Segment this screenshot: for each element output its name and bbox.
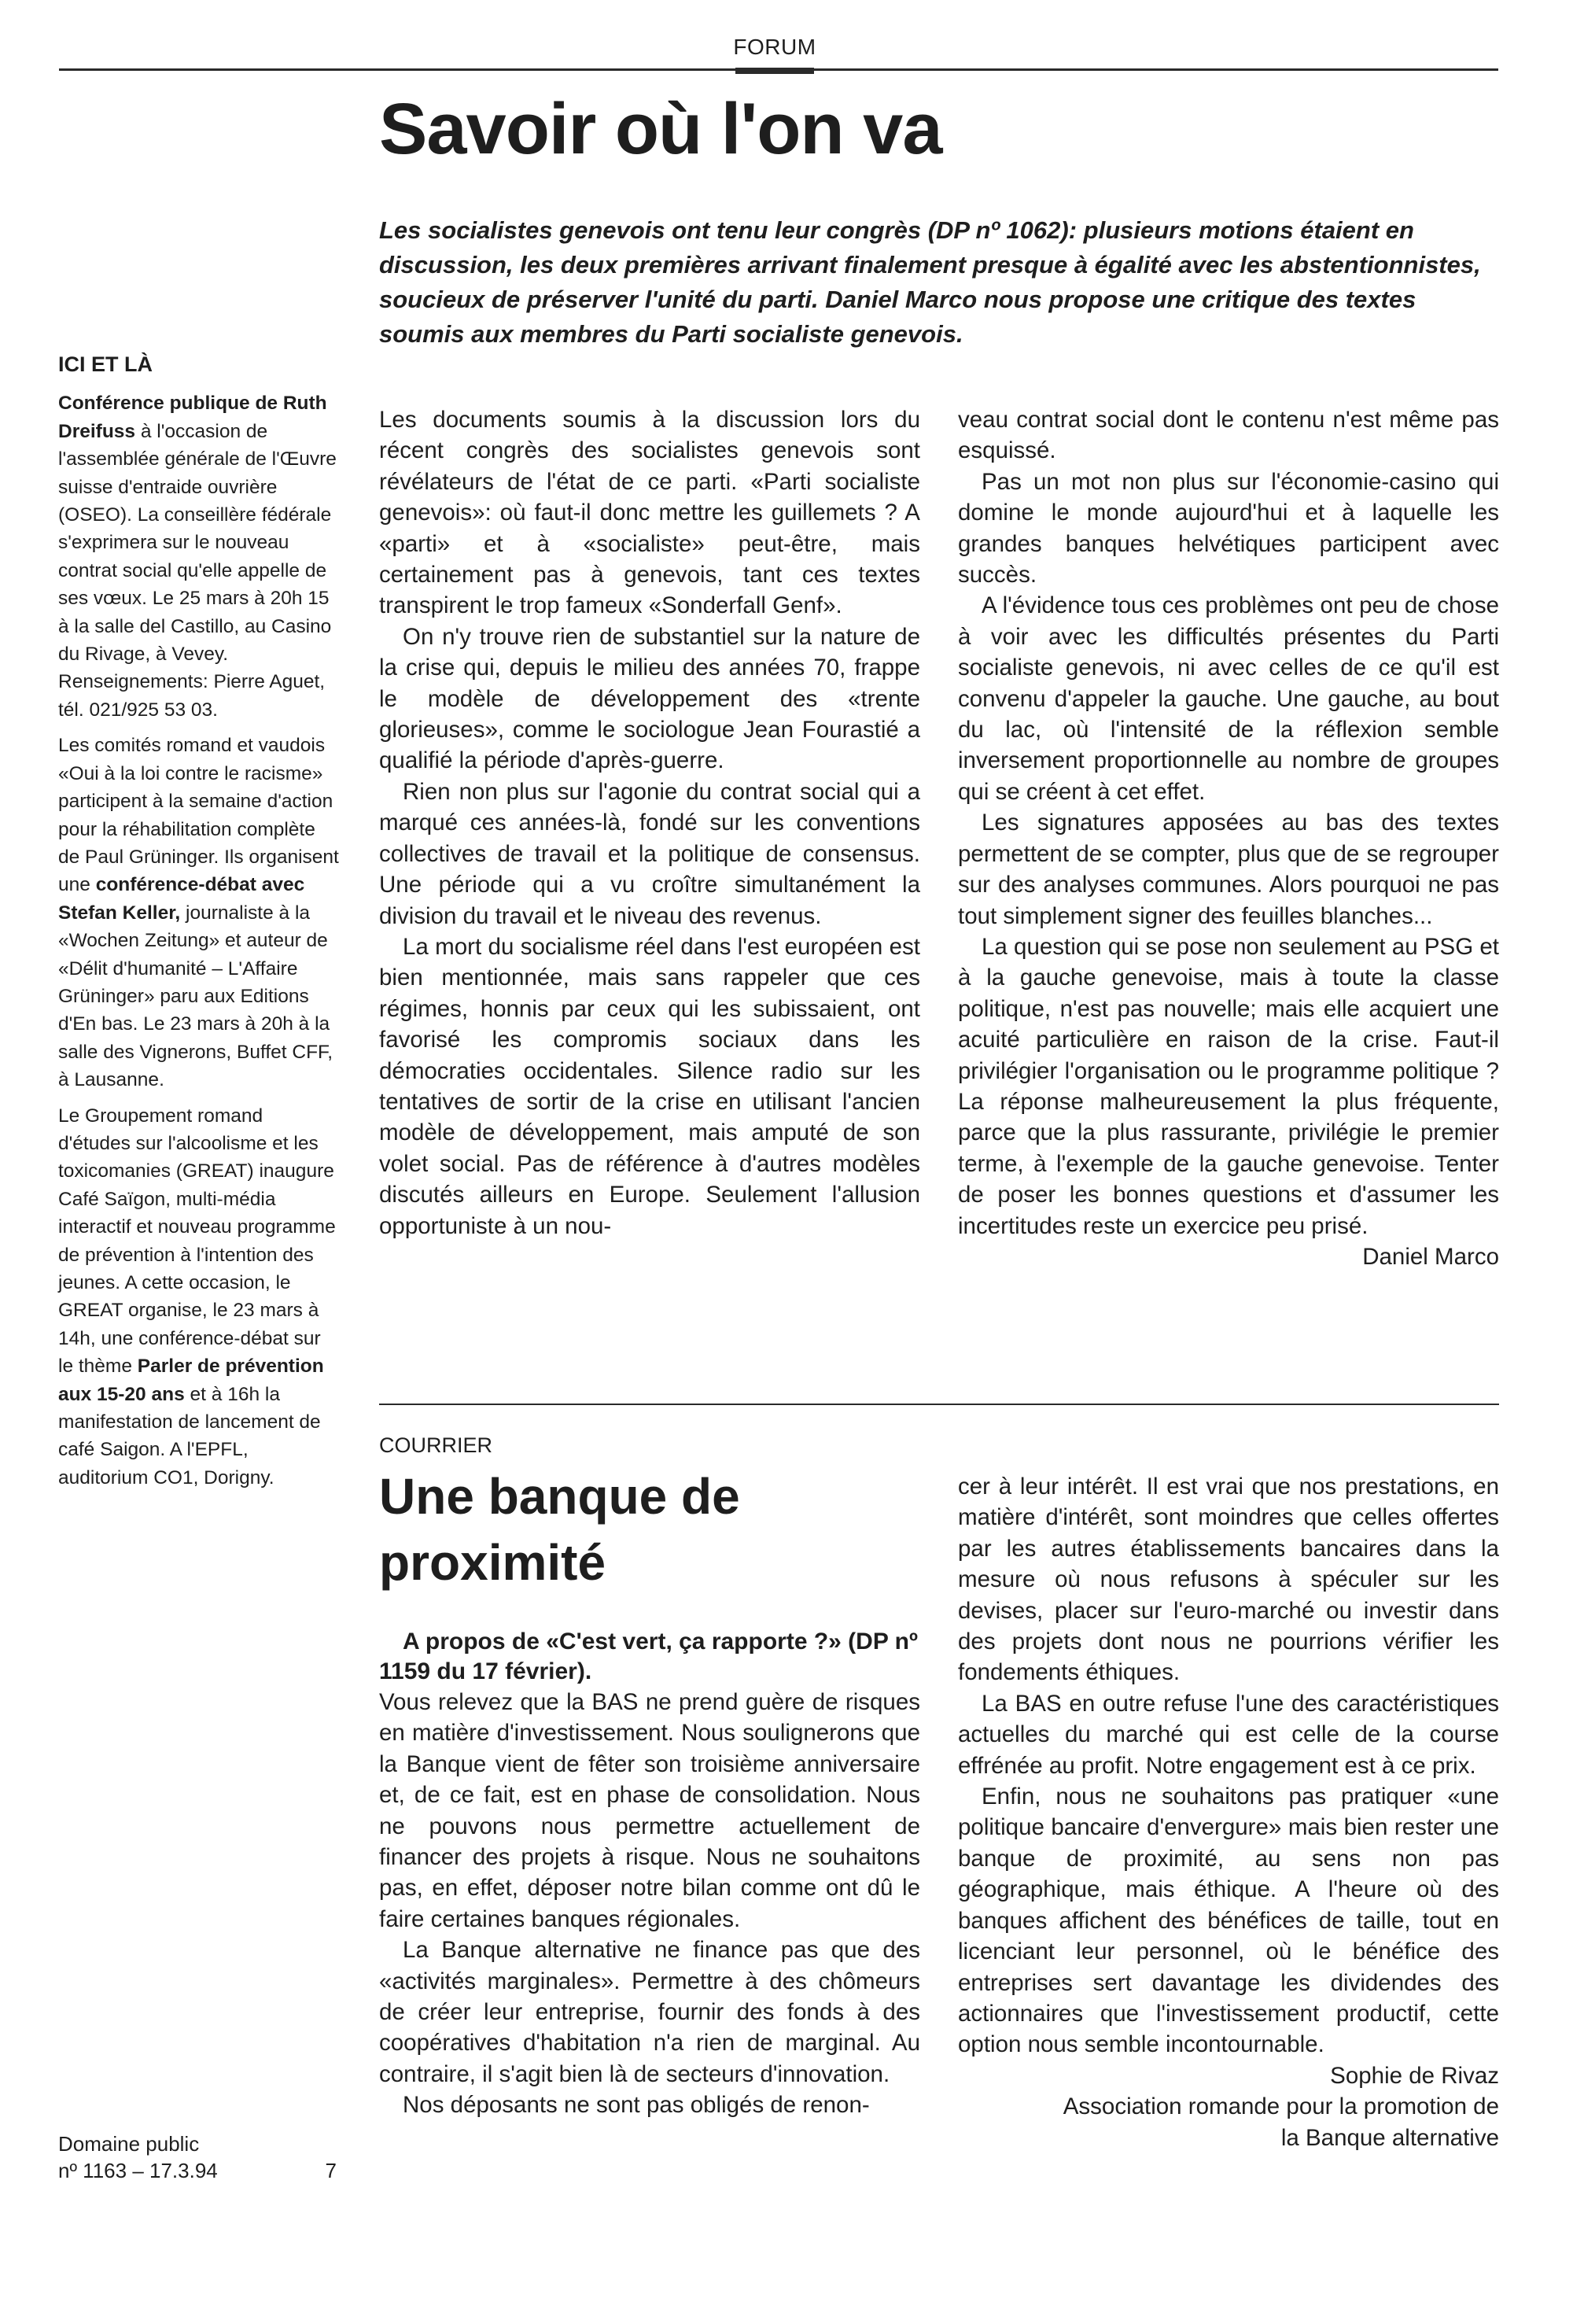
paragraph: Nos déposants ne sont pas obligés de renon- — [403, 2092, 870, 2119]
article-column-2 — [958, 404, 1499, 1272]
article-column-1 — [379, 404, 920, 1241]
paragraph: cer à leur intérêt. Il est vrai que nos prestations, en matière d'intérêt, sont moindres que celles offertes par les autres établissements bancaires dans la mesure où nous refusons à spéculer sur les devises, placer sur l'euro-marché ou investir dans des projets dont nous ne pourrions vérifier les fondements éthiques. — [958, 1474, 1499, 1686]
section-label-underline — [735, 68, 814, 74]
sidebar-item: Les comités romand et vaudois «Oui à la loi contre le racisme» participent à la semaine d'action pour la réhabilitation complète de Paul Grüninger. Ils organisent une conférence-débat avec Stefan Keller, journaliste à la «Wochen Zeitung» et auteur de «Délit d'humanité – L'Affaire Grüninger» paru aux Editions d'En bas. Le 23 mars à 20h à la salle des Vignerons, Buffet CFF, à Lausanne. — [58, 735, 339, 1091]
paragraph: veau contrat social dont le contenu n'est même pas esquissé. — [958, 407, 1499, 464]
letter-subhead: A propos de «C'est vert, ça rapporte ?» (DP nº 1159 du 17 février). — [379, 1629, 918, 1684]
letter-title: Une banque de proximité — [379, 1468, 740, 1591]
paragraph: La Banque alternative ne finance pas que des «activités marginales». Permettre à des chômeurs de créer leur entreprise, fournir des fonds à des coopératives d'habitation n'a rien de marginal. Au contraire, il s'agit bien là de secteurs d'innovation. — [379, 1937, 920, 2087]
letter-kicker: COURRIER — [379, 1433, 493, 1457]
sidebar-item: Conférence publique de Ruth Dreifuss à l'occasion de l'assemblée générale de l'Œuvre suisse d'entraide ouvrière (OSEO). La conseillère fédérale s'exprimera sur le nouveau contrat social qu'elle appelle de ses vœux. Le 25 mars à 20h 15 à la salle del Castillo, au Casino du Rivage, à Vevey. Renseignements: Pierre Aguet, tél. 021/925 53 03. — [58, 393, 337, 721]
paragraph: Les documents soumis à la discussion lors du récent congrès des socialistes genevois sont révélateurs de l'état de ce parti. «Parti socialiste genevois»: où faut-il donc mettre les guillemets ? A «parti» et à «socialiste» peut-être, mais certainement pas à genevois, tant ces textes transpirent le trop fameux «Sonderfall Genf». — [379, 407, 920, 619]
paragraph: Pas un mot non plus sur l'économie-casino qui domine le monde aujourd'hui et à laquelle les grandes banques helvétiques participent avec succès. — [958, 468, 1499, 588]
section-label: FORUM — [733, 35, 816, 59]
article-lead: Les socialistes genevois ont tenu leur congrès (DP nº 1062): plusieurs motions étaient en discussion, les deux premières arrivant finalement presque à égalité avec les abstentionnistes, soucieux de préserver l'unité du parti. Daniel Marco nous propose une critique des textes soumis aux membres du Parti socialiste genevois. — [379, 216, 1481, 348]
article-author: Daniel Marco — [1362, 1243, 1499, 1270]
sidebar-item: Le Groupement romand d'études sur l'alcoolisme et les toxicomanies (GREAT) inaugure Café Saïgon, multi-média interactif et nouveau programme de prévention à l'intention des jeunes. A cette occasion, le GREAT organise, le 23 mars à 14h, une conférence-débat sur le thème Parler de prévention aux 15-20 ans et à 16h la manifestation de lancement de café Saigon. A l'EPFL, auditorium CO1, Dorigny. — [58, 1105, 336, 1488]
issue-info: nº 1163 – 17.3.94 7 — [58, 2159, 337, 2182]
paragraph: Rien non plus sur l'agonie du contrat social qui a marqué ces années-là, fondé sur les conventions collectives de travail et la politique de consensus. Une période qui a vu croître simultanément la division du travail et le niveau des revenus. — [379, 778, 920, 929]
letter-organization-line-1: Association romande pour la promotion de — [1063, 2093, 1499, 2120]
paragraph: Vous relevez que la BAS ne prend guère de risques en matière d'investissement. Nous soulignerons que la Banque vient de fêter son troisième anniversaire et, de ce fait, est en phase de consolidation. Nous ne pouvons nous permettre actuellement de financer des projets à risque. Nous ne souhaitons pas, en effet, déposer notre bilan comme ont dû le faire certaines banques régionales. — [379, 1689, 920, 1932]
paragraph: La mort du socialisme réel dans l'est européen est bien mentionnée, mais sans rappeler que ces régimes, honnis par ceux qui les subissaient, ont favorisé les compromis sociaux dans les démocraties occidentales. Silence radio sur les tentatives de sortir de la crise en utilisant l'ancien modèle de développement, mais amputé de son volet social. Pas de référence à d'autres modèles discutés ailleurs en Europe. Seulement l'allusion opportuniste à un nou- — [379, 933, 920, 1239]
letter-organization-line-2: la Banque alternative — [1280, 2124, 1499, 2151]
paragraph: La question qui se pose non seulement au PSG et à la gauche genevoise, mais à toute la classe politique, n'est pas nouvelle; mais elle acquiert une acuité particulière en raison de la crise. Faut-il privilégier l'organisation ou le programme politique ? La réponse malheureusement la plus fréquente, parce que la plus rassurante, privilégie le premier terme, à l'exemple de la gauche genevoise. Tenter de poser les bonnes questions et d'assumer les incertitudes reste un exercice peu prisé. — [958, 933, 1499, 1239]
paragraph: Les signatures apposées au bas des textes permettent de se compter, plus que de se regrouper sur des analyses communes. Alors pourquoi ne pas tout simplement signer des feuilles blanches... — [958, 810, 1499, 929]
page-number: 7 — [325, 2159, 337, 2182]
paragraph: A l'évidence tous ces problèmes ont peu de chose à voir avec les difficultés présentes du Parti socialiste genevois, ni avec celles de ce qu'il est convenu d'appeler la gauche. Une gauche, au bout du lac, où l'intensité de la réflexion semble inversement proportionnelle au nombre de groupes qui se créent à cet effet. — [958, 592, 1499, 805]
letter-author: Sophie de Rivaz — [1330, 2062, 1499, 2089]
article-title: Savoir où l'on va — [379, 89, 942, 169]
sidebar-heading: ICI ET LÀ — [58, 352, 153, 376]
publication-name: Domaine public — [58, 2132, 200, 2156]
section-divider — [379, 1404, 1499, 1405]
letter-column-1 — [379, 1627, 920, 2121]
paragraph: Enfin, nous ne souhaitons pas pratiquer «une politique bancaire d'envergure» mais bien rester une banque de proximité, au sens non pas géographique, mais éthique. A l'heure où des banques affichent des bénéfices de taille, tout en licenciant leur personnel, où le bénéfice des entreprises sert davantage les dividendes des actionnaires que l'investissement productif, cette option nous semble incontournable. — [958, 1784, 1499, 2058]
sidebar-ici-et-la — [58, 351, 340, 1500]
letter-column-2 — [958, 1471, 1499, 2153]
paragraph: La BAS en outre refuse l'une des caractéristiques actuelles du marché qui est celle de la course effrénée au profit. Notre engagement est à ce prix. — [958, 1690, 1499, 1779]
paragraph: On n'y trouve rien de substantiel sur la nature de la crise qui, depuis le milieu des années 70, frappe le modèle de développement des «trente glorieuses», comme le sociologue Jean Fourastié a qualifié la période d'après-guerre. — [379, 623, 920, 774]
footer — [58, 2130, 341, 2184]
